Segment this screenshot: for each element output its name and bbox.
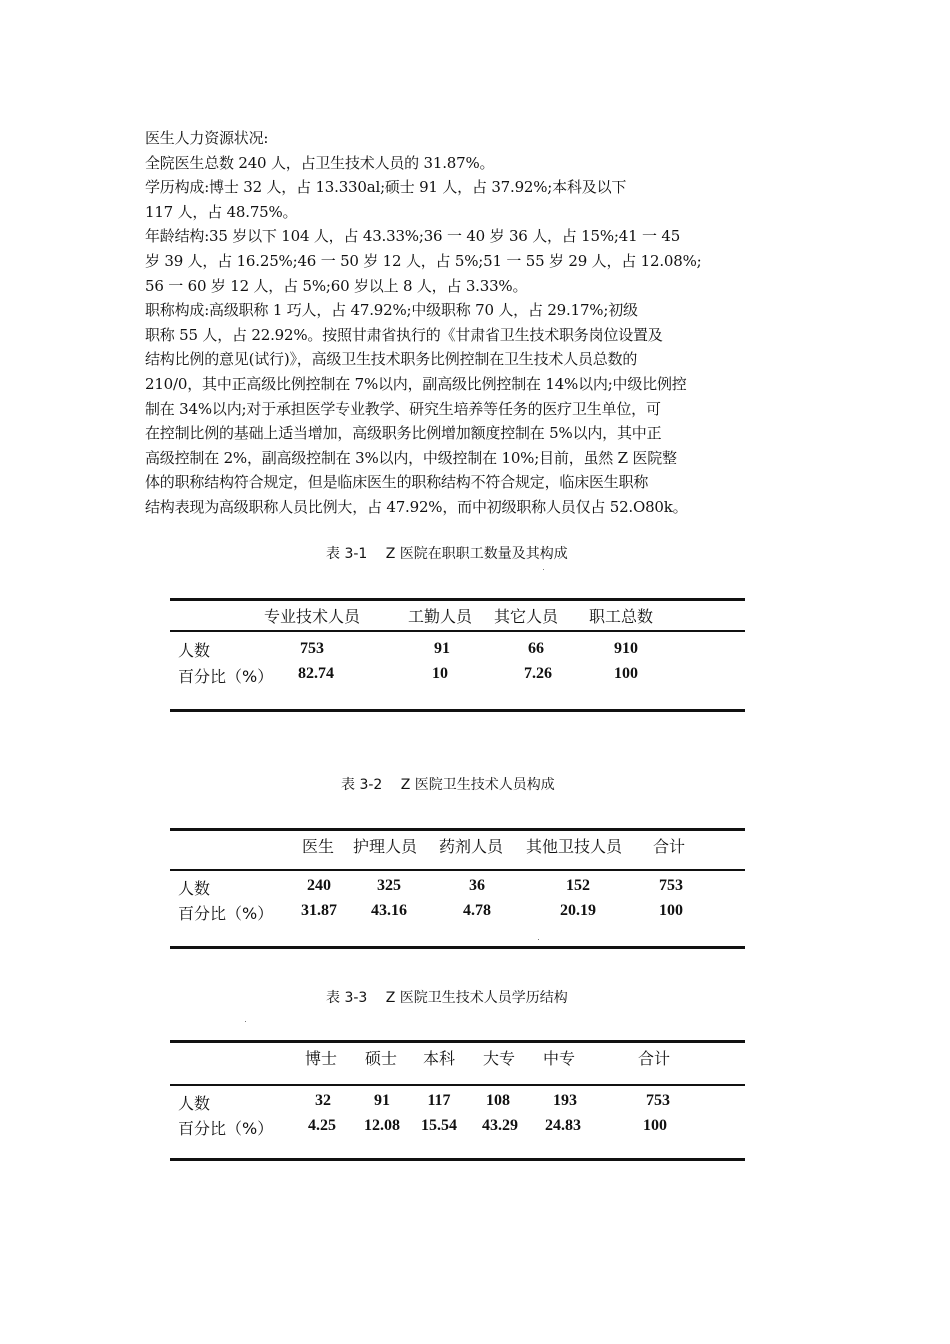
- row-label: 人数: [178, 1094, 211, 1113]
- table-cell: 753: [659, 877, 683, 894]
- table-cell: 82.74: [298, 665, 334, 682]
- table-cell: 36: [469, 877, 485, 894]
- table-cell: 91: [434, 640, 450, 657]
- table-cell: 117: [427, 1092, 451, 1109]
- table-header-cell: 专业技术人员: [263, 607, 361, 626]
- table-header-cell: 工勤人员: [407, 607, 473, 626]
- table-header-cell: 药剂人员: [438, 837, 504, 856]
- table-cell: 152: [566, 877, 590, 894]
- table-caption: 表 3-3 Z 医院卫生技术人员学历结构: [326, 990, 568, 1006]
- row-label: 人数: [178, 879, 211, 898]
- table-header-rule: [170, 869, 745, 871]
- text-line: 制在 34%以内;对于承担医学专业教学、研究生培养等任务的医疗卫生单位，可: [145, 399, 661, 418]
- table-cell: 100: [614, 665, 638, 682]
- table-staff-composition: [170, 598, 745, 714]
- text-line: 岁 39 人，占 16.25%;46 一 50 岁 12 人，占 5%;51 一 55 岁 29 人，占 12.08%;: [145, 251, 702, 270]
- table-cell: 240: [307, 877, 331, 894]
- table-bottom-rule: [170, 946, 745, 949]
- table-cell: 12.08: [364, 1117, 400, 1134]
- table-header-cell: 合计: [637, 1049, 671, 1068]
- table-header-cell: 合计: [652, 837, 686, 856]
- table-health-tech-staff: [170, 828, 745, 952]
- table-cell: 66: [528, 640, 544, 657]
- text-line: 在控制比例的基础上适当增加，高级职务比例增加额度控制在 5%以内，其中正: [145, 424, 662, 443]
- row-label: 人数: [178, 641, 211, 660]
- table-cell: 43.29: [482, 1117, 518, 1134]
- table-cell: 20.19: [560, 902, 596, 919]
- text-line: 年龄结构:35 岁以下 104 人，占 43.33%;36 一 40 岁 36 人，占 15%;41 一 45: [145, 227, 681, 246]
- text-line: 结构比例的意见(试行)》，高级卫生技术职务比例控制在卫生技术人员总数的: [145, 350, 638, 369]
- text-line: 56 一 60 岁 12 人，占 5%;60 岁以上 8 人，占 3.33%。: [145, 276, 528, 295]
- table-cell: 100: [643, 1117, 667, 1134]
- scan-speck: [543, 569, 544, 570]
- table-cell: 910: [614, 640, 638, 657]
- table-cell: 24.83: [545, 1117, 581, 1134]
- row-label: 百分比（%）: [178, 904, 274, 923]
- table-cell: 753: [646, 1092, 670, 1109]
- text-line: 210/0，其中正高级比例控制在 7%以内，副高级比例控制在 14%以内;中级比例控: [145, 374, 687, 393]
- table-header-rule: [170, 1084, 745, 1086]
- table-header-rule: [170, 630, 745, 632]
- table-cell: 4.78: [463, 902, 491, 919]
- table-education-structure: [170, 1040, 745, 1164]
- table-caption: 表 3-1 Z 医院在职职工数量及其构成: [326, 546, 568, 562]
- table-header-cell: 护理人员: [352, 837, 418, 856]
- table-bottom-rule: [170, 1158, 745, 1161]
- row-label: 百分比（%）: [178, 667, 274, 686]
- table-header-cell: 医生: [301, 837, 335, 856]
- text-line: 学历构成:博士 32 人，占 13.330al;硕士 91 人，占 37.92%;本科及以下: [145, 178, 627, 197]
- table-header-cell: 博士: [304, 1049, 338, 1068]
- table-header-cell: 本科: [422, 1049, 456, 1068]
- text-line: 结构表现为高级职称人员比例大，占 47.92%，而中初级职称人员仅占 52.O80k。: [145, 497, 688, 516]
- scan-speck: [245, 1021, 246, 1022]
- table-cell: 100: [659, 902, 683, 919]
- table-cell: 193: [553, 1092, 577, 1109]
- table-cell: 91: [374, 1092, 390, 1109]
- table-bottom-rule: [170, 709, 745, 712]
- table-top-rule: [170, 598, 745, 601]
- text-line: 全院医生总数 240 人，占卫生技术人员的 31.87%。: [145, 153, 495, 172]
- text-line: 117 人，占 48.75%。: [145, 202, 298, 221]
- text-line: 职称构成:高级职称 1 巧人，占 47.92%;中级职称 70 人，占 29.17%;初级: [145, 301, 638, 320]
- scan-speck: [538, 939, 539, 940]
- table-cell: 325: [377, 877, 401, 894]
- table-top-rule: [170, 1040, 745, 1043]
- table-cell: 7.26: [524, 665, 552, 682]
- table-header-cell: 硕士: [364, 1049, 398, 1068]
- text-line: 医生人力资源状况:: [145, 129, 269, 147]
- text-line: 高级控制在 2%，副高级控制在 3%以内，中级控制在 10%;目前，虽然 Z 医院整: [145, 448, 677, 467]
- table-header-cell: 其它人员: [493, 607, 559, 626]
- table-cell: 753: [300, 640, 324, 657]
- table-caption: 表 3-2 Z 医院卫生技术人员构成: [341, 777, 555, 793]
- table-cell: 15.54: [421, 1117, 457, 1134]
- table-header-cell: 职工总数: [588, 607, 654, 626]
- table-cell: 108: [486, 1092, 510, 1109]
- text-line: 体的职称结构符合规定，但是临床医生的职称结构不符合规定，临床医生职称: [145, 473, 649, 492]
- text-line: 职称 55 人，占 22.92%。按照甘肃省执行的《甘肃省卫生技术职务岗位设置及: [145, 325, 663, 344]
- table-top-rule: [170, 828, 745, 831]
- row-label: 百分比（%）: [178, 1119, 274, 1138]
- table-cell: 31.87: [301, 902, 337, 919]
- table-header-cell: 中专: [542, 1049, 576, 1068]
- table-cell: 32: [315, 1092, 331, 1109]
- body-text: [145, 126, 745, 520]
- table-cell: 43.16: [371, 902, 407, 919]
- table-header-cell: 其他卫技人员: [525, 837, 623, 856]
- table-cell: 10: [432, 665, 448, 682]
- table-cell: 4.25: [308, 1117, 336, 1134]
- table-header-cell: 大专: [482, 1049, 516, 1068]
